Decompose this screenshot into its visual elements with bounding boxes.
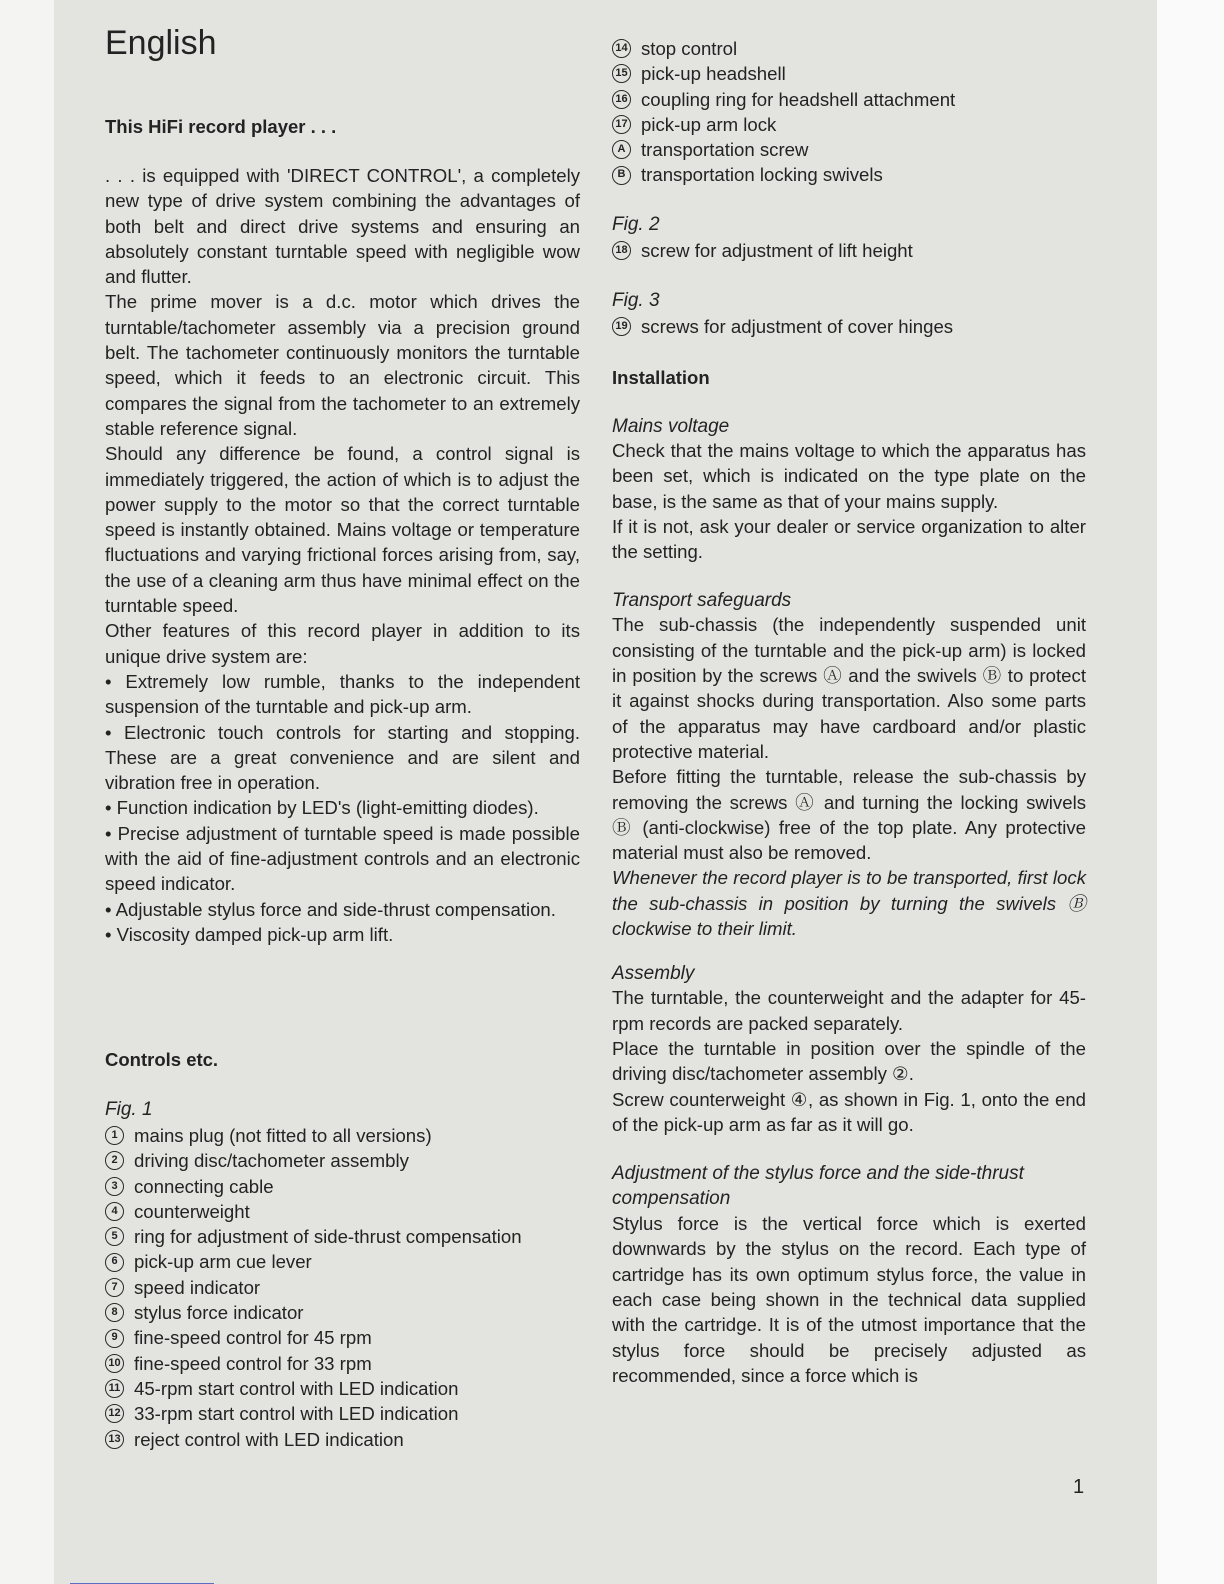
control-item (612, 61, 955, 86)
item-number: 13 (105, 1430, 124, 1449)
item-text: speed indicator (134, 1276, 261, 1298)
control-item (612, 137, 955, 162)
fig3-item (612, 314, 953, 339)
item-text: coupling ring for headshell attachment (641, 88, 956, 110)
item-text: screw for adjustment of lift height (641, 240, 913, 261)
fig3-label: Fig. 3 (612, 290, 660, 311)
feature-bullet: • Viscosity damped pick-up arm lift. (105, 923, 394, 945)
item-text: counterweight (134, 1200, 250, 1222)
control-item (105, 1199, 522, 1224)
intro-paragraph-3: Should any difference be found, a control signal is immediately triggered, the action of which is to adjust the power supply to the motor so that the correct turntable speed is instantly obtained. Mains voltage or temperature fluctuations and varying frictional forces arising from, say, the use of a cleaning arm thus have minimal effect on the turntable speed. (105, 443, 580, 617)
controls-list-continued (612, 36, 955, 188)
fig1-label: Fig. 1 (105, 1099, 153, 1120)
control-item (105, 1224, 522, 1249)
item-number: B (612, 166, 631, 185)
manual-page (54, 0, 1157, 1584)
mains-paragraph-2: If it is not, ask your dealer or service organization to alter the setting. (612, 515, 1086, 563)
item-number: 8 (105, 1303, 124, 1322)
item-text: transportation locking swivels (641, 164, 883, 186)
feature-bullet: • Extremely low rumble, thanks to the independent suspension of the turntable and pick-up arm. (105, 670, 580, 718)
item-number: 5 (105, 1227, 124, 1246)
intro-paragraph-4: Other features of this record player in addition to its unique drive system are: (105, 620, 580, 667)
item-number: 3 (105, 1177, 124, 1196)
item-number: 14 (612, 39, 631, 58)
control-item (105, 1174, 522, 1199)
control-item (105, 1427, 522, 1452)
transport-paragraph-2: Before fitting the turntable, release the sub-chassis by removing the screws Ⓐ and turning the locking swivels Ⓑ (anti-clockwise) free of the top plate. Any protective material must also be removed. (612, 766, 1086, 864)
mains-paragraph-1: Check that the mains voltage to which the apparatus has been set, which is indicated on the type plate on the base, is the same as that of your mains supply. (612, 440, 1086, 512)
item-number: 19 (612, 317, 631, 336)
intro-heading: This HiFi record player . . . (105, 116, 337, 137)
control-item (105, 1401, 522, 1426)
assembly-subheading: Assembly (612, 963, 695, 985)
item-text: driving disc/tachometer assembly (134, 1150, 409, 1172)
right-page-edge (1157, 0, 1224, 1584)
page-number: 1 (1073, 1476, 1085, 1498)
assembly-paragraph-3: Screw counterweight ④, as shown in Fig. 1, onto the end of the pick-up arm as far as it will go. (612, 1088, 1086, 1135)
item-number: 2 (105, 1151, 124, 1170)
control-item (105, 1325, 522, 1350)
item-text: 45-rpm start control with LED indication (134, 1377, 459, 1399)
item-number: 9 (105, 1329, 124, 1348)
control-item (105, 1376, 522, 1401)
feature-bullet: • Adjustable stylus force and side-thrust compensation. (105, 898, 556, 920)
item-text: screws for adjustment of cover hinges (641, 316, 954, 337)
stylus-subheading: Adjustment of the stylus force and the side-thrust compensation (612, 1163, 1024, 1210)
transport-warning: Whenever the record player is to be transported, first lock the sub-chassis in position by turning the swivels Ⓑ clockwise to their limit. (612, 867, 1086, 940)
control-item (612, 112, 955, 137)
item-text: connecting cable (134, 1175, 274, 1197)
item-text: fine-speed control for 33 rpm (134, 1352, 372, 1374)
item-text: pick-up headshell (641, 63, 786, 85)
item-text: transportation screw (641, 139, 809, 161)
control-item (105, 1148, 522, 1173)
control-item (105, 1123, 522, 1148)
item-text: pick-up arm lock (641, 113, 777, 135)
item-number: 15 (612, 64, 631, 83)
transport-subheading: Transport safeguards (612, 590, 792, 612)
intro-text (105, 163, 580, 947)
control-item (105, 1351, 522, 1376)
control-item (612, 162, 955, 187)
item-number: 12 (105, 1404, 124, 1423)
item-number: 18 (612, 241, 631, 260)
control-item (105, 1249, 522, 1274)
item-text: ring for adjustment of side-thrust compensation (134, 1226, 522, 1248)
item-number: 1 (105, 1126, 124, 1145)
item-text: reject control with LED indication (134, 1428, 404, 1450)
assembly-paragraph-1: The turntable, the counterweight and the adapter for 45-rpm records are packed separately. (612, 987, 1086, 1034)
feature-bullet: • Function indication by LED's (light-emitting diodes). (105, 797, 539, 819)
transport-paragraph-1: The sub-chassis (the independently suspended unit consisting of the turntable and the pick-up arm) is locked in position by the screws Ⓐ and the swivels Ⓑ to protect it against shocks during transportation. Also some parts of the apparatus may have cardboard and/or plastic protective material. (612, 614, 1086, 762)
controls-heading: Controls etc. (105, 1049, 219, 1070)
feature-bullet: • Precise adjustment of turntable speed is made possible with the aid of fine-adjustment controls and an electronic speed indicator. (105, 822, 580, 895)
item-text: 33-rpm start control with LED indication (134, 1403, 459, 1425)
item-number: 4 (105, 1202, 124, 1221)
control-item (612, 87, 955, 112)
item-text: pick-up arm cue lever (134, 1251, 312, 1273)
fig2-label: Fig. 2 (612, 214, 660, 235)
controls-list (105, 1123, 522, 1452)
item-number: A (612, 140, 631, 159)
control-item (612, 36, 955, 61)
item-text: stylus force indicator (134, 1302, 304, 1324)
intro-paragraph-2: The prime mover is a d.c. motor which drives the turntable/tachometer assembly via a precision ground belt. The tachometer continuously monitors the turntable speed, which it feeds to an electronic circuit. This compares the signal from the tachometer to an extremely stable reference signal. (105, 291, 580, 439)
page-title: English (105, 24, 217, 62)
item-number: 6 (105, 1253, 124, 1272)
item-number: 10 (105, 1354, 124, 1373)
item-number: 16 (612, 90, 631, 109)
item-number: 7 (105, 1278, 124, 1297)
installation-heading: Installation (612, 367, 710, 388)
item-text: mains plug (not fitted to all versions) (134, 1125, 432, 1146)
left-page-edge (0, 0, 54, 1584)
feature-bullet: • Electronic touch controls for starting and stopping. These are a great convenience and are silent and vibration free in operation. (105, 721, 580, 794)
item-text: fine-speed control for 45 rpm (134, 1327, 372, 1349)
intro-paragraph-1: . . . is equipped with 'DIRECT CONTROL', a completely new type of drive system combining the advantages of both belt and direct drive systems and ensuring an absolutely constant turntable speed with negligible wow and flutter. (105, 165, 580, 288)
mains-voltage-subheading: Mains voltage (612, 416, 730, 437)
stylus-paragraph: Stylus force is the vertical force which is exerted downwards by the stylus on the record. Each type of cartridge has its own optimum stylus force, the value in each case being shown in the technical data supplied with the cartridge. It is of the utmost importance that the stylus force should be precisely adjusted as recommended, since a force which is (612, 1213, 1086, 1386)
assembly-paragraph-2: Place the turntable in position over the spindle of the driving disc/tachometer assembly ②. (612, 1037, 1086, 1085)
item-number: 11 (105, 1379, 124, 1398)
fig2-item (612, 238, 913, 263)
item-number: 17 (612, 115, 631, 134)
item-text: stop control (641, 38, 738, 59)
control-item (105, 1275, 522, 1300)
installation-text (612, 416, 1086, 1388)
control-item (105, 1300, 522, 1325)
